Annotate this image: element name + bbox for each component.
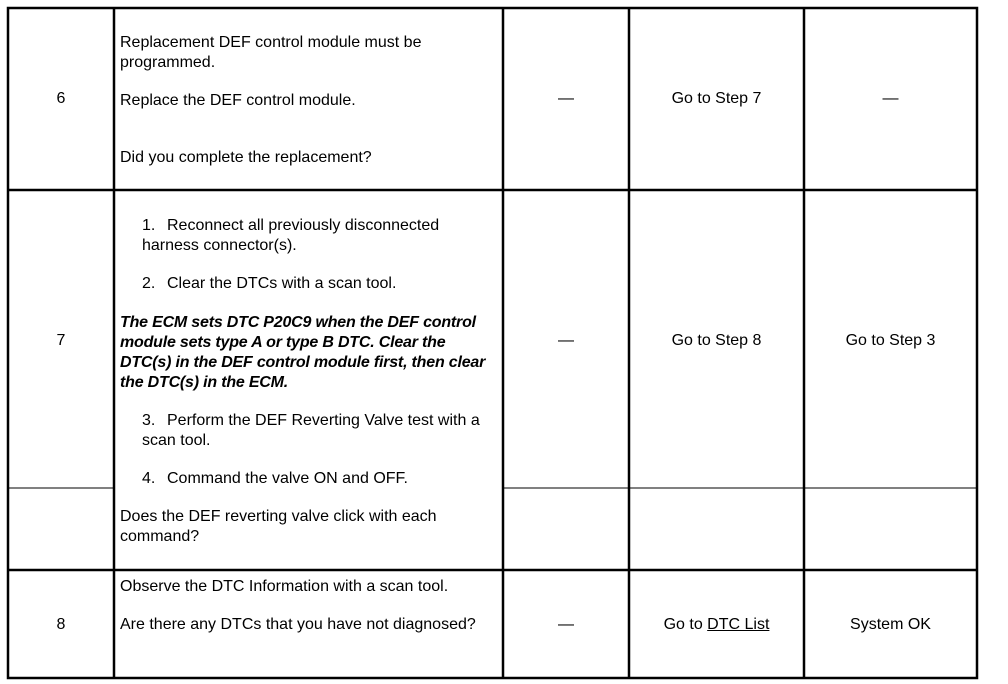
row8-action-line1: Observe the DTC Information with a scan tool. (120, 578, 449, 595)
row8-question: Are there any DTCs that you have not diagnosed? (120, 616, 476, 633)
row8-yes-prefix: Go to (663, 616, 708, 633)
step-number-8: 8 (56, 616, 66, 633)
row7-item2: Clear the DTCs with a scan tool. (167, 275, 397, 292)
dtc-list-link[interactable]: DTC List (707, 616, 770, 633)
row7-value: — (558, 332, 574, 349)
row7-item4-number: 4. (142, 470, 156, 487)
row6-no: — (882, 90, 899, 107)
row7-item3-number: 3. (142, 412, 156, 429)
row6-action-line2: Replace the DEF control module. (120, 92, 356, 109)
row7-note: The ECM sets DTC P20C9 when the DEF control module sets type A or type B DTC. Clear the DTC(s) in the DEF control module first, then clear the DTC(s) in the ECM. (120, 314, 490, 391)
row7-item1: Reconnect all previously disconnected harness connector(s). (142, 217, 444, 254)
row7-question: Does the DEF reverting valve click with each command? (120, 508, 442, 545)
row7-item3: Perform the DEF Reverting Valve test with a scan tool. (142, 412, 485, 449)
row8-no: System OK (850, 616, 931, 633)
row7-no: Go to Step 3 (845, 332, 936, 349)
row6-value: — (558, 90, 574, 107)
row7-item1-number: 1. (142, 217, 156, 234)
step-number-6: 6 (56, 90, 66, 107)
row7-yes: Go to Step 8 (671, 332, 762, 349)
row6-question: Did you complete the replacement? (120, 149, 372, 166)
row6-action-line1: Replacement DEF control module must be programmed. (120, 34, 426, 71)
row6-yes: Go to Step 7 (671, 90, 762, 107)
row8-yes (629, 615, 804, 635)
row8-value: — (558, 616, 574, 633)
step-number-7: 7 (56, 332, 66, 349)
row7-item2-number: 2. (142, 275, 156, 292)
row7-item4: Command the valve ON and OFF. (167, 470, 408, 487)
